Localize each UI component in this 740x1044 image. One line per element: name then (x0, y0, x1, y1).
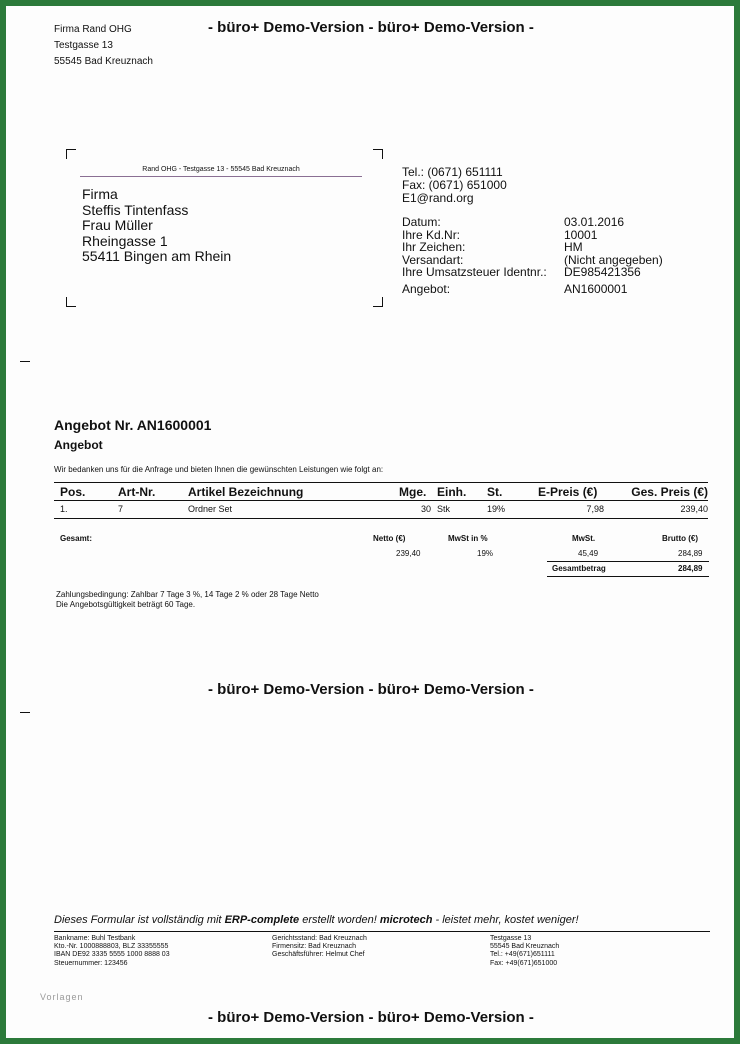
table-row (54, 501, 708, 519)
document-meta (402, 216, 663, 296)
cell-art: 7 (118, 504, 124, 514)
terms-block (56, 590, 319, 610)
sender-name: Firma Rand OHG (54, 24, 132, 35)
cell-total-price: 239,40 (680, 504, 708, 514)
sender-block (54, 22, 153, 70)
grand-total-label: Gesamtbetrag (552, 564, 606, 573)
contact-tel: Tel.: (0671) 651111 (402, 165, 503, 179)
document-title: Angebot Nr. AN1600001 (54, 417, 212, 433)
meta-row-customer-number: Ihre Kd.Nr: 10001 (402, 227, 598, 242)
cell-qty: 30 (420, 504, 431, 514)
net-value: 239,40 (396, 549, 421, 558)
vat-rate-label: MwSt in % (448, 534, 488, 543)
cell-pos: 1. (60, 504, 68, 514)
demo-banner-middle: - büro+ Demo-Version - büro+ Demo-Version - (208, 681, 534, 698)
sender-city: 55545 Bad Kreuznach (54, 56, 153, 67)
contact-block (402, 166, 507, 205)
demo-banner-top: - büro+ Demo-Version - büro+ Demo-Version - (208, 19, 534, 36)
header-total-price: Ges. Preis (€) (631, 485, 708, 499)
sender-street: Testgasse 13 (54, 40, 113, 51)
brand-microtech: microtech (379, 914, 433, 926)
footer-bank-info: Bankname: Buhl Testbank Kto.-Nr. 1000888803, BLZ 33355555 IBAN DE92 3335 5555 1000 8888 03 Steuernummer: 123456 (54, 935, 170, 967)
vat-rate-value: 19% (477, 549, 494, 558)
header-unit-price: E-Preis (€) (538, 485, 598, 499)
header-desc: Artikel Bezeichnung (188, 485, 304, 499)
cell-tax: 19% (487, 504, 506, 514)
meta-row-reference: Ihr Zeichen: HM (402, 240, 583, 255)
window-corner-top-right (373, 149, 383, 159)
demo-banner-bottom: - büro+ Demo-Version - büro+ Demo-Version - (208, 1009, 534, 1026)
grand-total-rule (547, 576, 709, 577)
gross-value: 284,89 (678, 549, 703, 558)
cell-desc: Ordner Set (188, 504, 233, 514)
meta-row-date: Datum: 03.01.2016 (402, 215, 625, 229)
grand-total-value: 284,89 (678, 564, 703, 573)
recipient-line: 55411 Bingen am Rhein (82, 248, 232, 264)
window-corner-bottom-right (373, 297, 383, 307)
footer-legal-info: Gerichtsstand: Bad Kreuznach Firmensitz: Bad Kreuznach Geschäftsführer: Helmut Chef (272, 935, 367, 959)
totals-label: Gesamt: (60, 534, 93, 543)
header-art: Art-Nr. (118, 485, 156, 499)
meta-row-vat-id: Ihre Umsatzsteuer Identnr.: DE985421356 (402, 265, 641, 280)
footer-address-info: Testgasse 13 55545 Bad Kreuznach Tel.: +49(671)651111 Fax: +49(671)651000 (490, 935, 560, 967)
watermark-text: Vorlagen (40, 992, 84, 1002)
header-tax: St. (487, 485, 503, 499)
header-unit: Einh. (437, 485, 467, 499)
items-table (54, 482, 708, 519)
recipient-line: Rheingasse 1 (82, 232, 168, 249)
header-pos: Pos. (60, 485, 86, 499)
window-corner-top-left (66, 149, 76, 159)
payment-terms: Zahlungsbedingung: Zahlbar 7 Tage 3 %, 14 Tage 2 % oder 28 Tage Netto (56, 590, 319, 599)
recipient-line: Steffis Tintenfass (82, 201, 189, 218)
header-qty: Mge. (399, 485, 427, 499)
document-subtitle: Angebot (54, 438, 103, 452)
contact-email: E1@rand.org (402, 191, 474, 205)
subtotal-rule (547, 561, 709, 562)
footer-separator (54, 931, 710, 932)
meta-row-offer: Angebot: AN1600001 (402, 281, 628, 296)
intro-text: Wir bedanken uns für die Anfrage und bieten Ihnen die gewünschten Leistungen wie folgt an: (54, 465, 384, 474)
brand-erp: ERP-complete (224, 914, 300, 926)
table-header (54, 482, 708, 501)
fold-mark (20, 712, 30, 713)
recipient-address (82, 187, 231, 265)
meta-row-shipping: Versandart: (Nicht angegeben) (402, 252, 663, 267)
footer-slogan: Dieses Formular ist vollständig mit ERP-complete erstellt worden! microtech - leistet mehr, kostet weniger! (54, 914, 579, 926)
vat-value: 45,49 (578, 549, 599, 558)
gross-label: Brutto (€) (662, 534, 698, 543)
fold-mark (20, 361, 30, 362)
recipient-line: Frau Müller (82, 217, 153, 233)
recipient-line: Firma (82, 186, 118, 202)
contact-fax: Fax: (0671) 651000 (402, 178, 507, 192)
cell-unit-price: 7,98 (586, 504, 604, 514)
net-label: Netto (€) (373, 534, 406, 543)
validity-terms: Die Angebotsgültigkeit beträgt 60 Tage. (56, 600, 196, 609)
cell-unit: Stk (437, 504, 451, 514)
window-corner-bottom-left (66, 297, 76, 307)
vat-label: MwSt. (572, 534, 596, 543)
return-address-line: Rand OHG - Testgasse 13 - 55545 Bad Kreuznach (80, 166, 362, 177)
